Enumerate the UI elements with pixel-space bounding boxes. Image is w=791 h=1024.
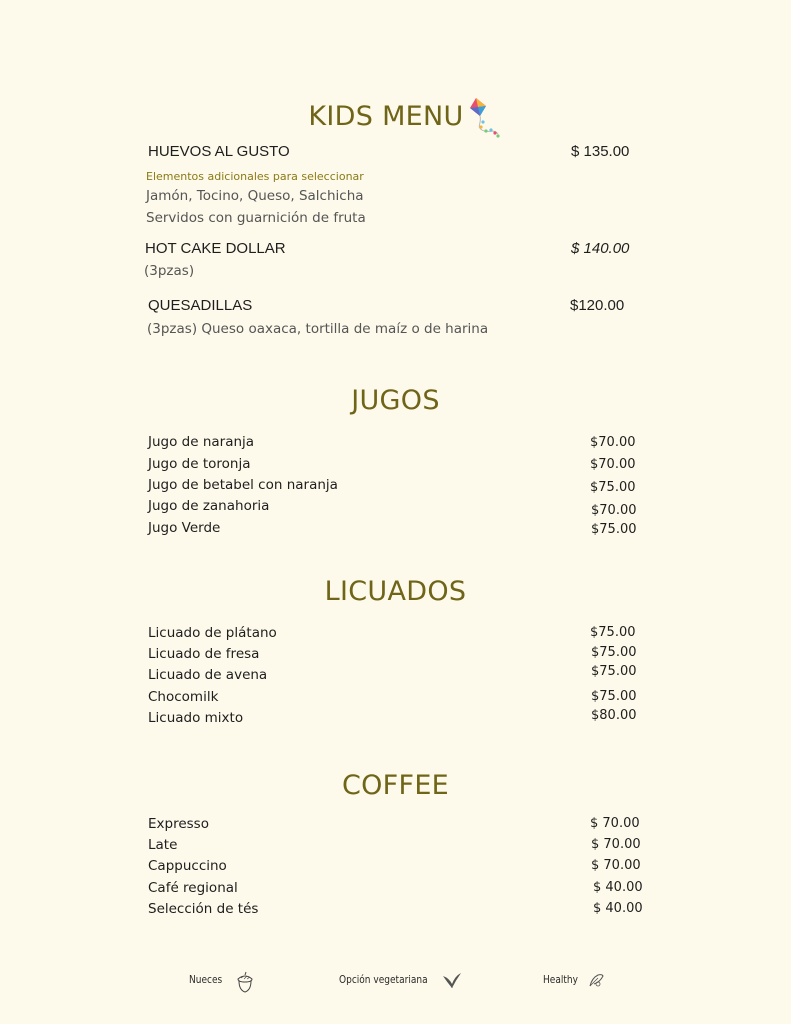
menu-item-price: $75.00: [591, 645, 637, 660]
menu-item-name: Cappuccino: [148, 858, 227, 874]
kids-menu-title: KIDS MENU: [308, 101, 464, 132]
kids-item-quesadillas-desc: (3pzas) Queso oaxaca, tortilla de maíz o de harina: [147, 321, 489, 337]
kite-icon: [466, 96, 502, 142]
menu-item-name: Licuado de avena: [148, 667, 268, 683]
menu-item-price: $75.00: [591, 664, 637, 679]
menu-item-price: $ 40.00: [593, 880, 643, 895]
menu-item-name: Chocomilk: [148, 689, 219, 705]
menu-item-price: $ 70.00: [591, 858, 641, 873]
legend-healthy-label: Healthy: [543, 973, 578, 986]
menu-item-name: Selección de tés: [148, 901, 259, 917]
kids-item-quesadillas-name: QUESADILLAS: [148, 297, 253, 314]
acorn-icon: [234, 970, 256, 994]
menu-item-price: $70.00: [590, 435, 636, 450]
kids-item-huevos-note: Elementos adicionales para seleccionar: [146, 170, 364, 183]
kids-item-huevos-side: Servidos con guarnición de fruta: [146, 210, 366, 226]
menu-item-name: Late: [148, 837, 178, 853]
menu-item-name: Café regional: [148, 880, 238, 896]
menu-item-name: Licuado de fresa: [148, 646, 260, 662]
kids-item-hotcake-name: HOT CAKE DOLLAR: [145, 240, 286, 257]
menu-item-name: Jugo de betabel con naranja: [148, 477, 338, 493]
menu-item-price: $ 70.00: [590, 816, 640, 831]
legend-vegetarian-label: Opción vegetariana: [339, 973, 428, 986]
kids-item-huevos-name: HUEVOS AL GUSTO: [148, 143, 290, 160]
menu-item-name: Expresso: [148, 816, 209, 832]
menu-item-price: $75.00: [590, 625, 636, 640]
menu-item-name: Jugo Verde: [148, 520, 221, 536]
menu-item-price: $75.00: [591, 689, 637, 704]
jugos-title: JUGOS: [351, 385, 440, 416]
menu-item-price: $ 40.00: [593, 901, 643, 916]
menu-item-price: $70.00: [591, 503, 637, 518]
menu-item-name: Jugo de toronja: [148, 456, 251, 472]
kids-item-huevos-price: $ 135.00: [571, 143, 630, 160]
kids-item-hotcake-price: $ 140.00: [571, 240, 630, 257]
menu-item-price: $75.00: [590, 480, 636, 495]
legend-nuts-label: Nueces: [189, 973, 223, 986]
kids-item-huevos-options: Jamón, Tocino, Queso, Salchicha: [146, 188, 364, 204]
healthy-leaf-icon: [586, 970, 606, 990]
menu-item-name: Licuado de plátano: [148, 625, 277, 641]
menu-item-price: $ 70.00: [591, 837, 641, 852]
menu-item-name: Licuado mixto: [148, 710, 244, 726]
kids-item-quesadillas-price: $120.00: [570, 297, 625, 314]
coffee-title: COFFEE: [341, 770, 450, 801]
menu-item-price: $80.00: [591, 708, 637, 723]
vegetarian-leaf-icon: [441, 970, 463, 990]
licuados-title: LICUADOS: [324, 576, 467, 607]
menu-item-name: Jugo de naranja: [148, 434, 255, 450]
menu-item-price: $75.00: [591, 522, 637, 537]
kids-item-hotcake-desc: (3pzas): [144, 263, 195, 279]
menu-item-price: $70.00: [590, 457, 636, 472]
menu-item-name: Jugo de zanahoria: [148, 498, 270, 514]
